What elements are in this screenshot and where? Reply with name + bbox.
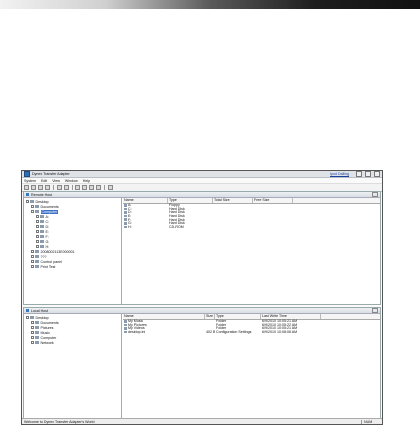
folder-icon bbox=[35, 331, 39, 334]
status-bar bbox=[22, 418, 382, 424]
tree-node-label: E: bbox=[45, 229, 49, 234]
local-panel-title: Local Host bbox=[31, 308, 48, 313]
menu-help[interactable]: Help bbox=[82, 178, 91, 183]
expand-icon[interactable] bbox=[31, 210, 34, 213]
expand-icon[interactable] bbox=[26, 316, 29, 319]
local-folder-tree[interactable] bbox=[24, 314, 122, 418]
cell-text: 6/9/2010 10:05:22 AM bbox=[262, 322, 298, 327]
details-icon[interactable] bbox=[57, 185, 62, 190]
column-type[interactable]: Type bbox=[168, 198, 213, 203]
tree-node-label: H: bbox=[45, 244, 50, 249]
cut-icon[interactable] bbox=[75, 185, 80, 190]
cell-text: Configuration Settings bbox=[216, 330, 252, 335]
folder-icon bbox=[35, 255, 39, 258]
tree-node[interactable] bbox=[26, 264, 119, 269]
cell-text: Floppy bbox=[169, 203, 180, 208]
expand-icon[interactable] bbox=[36, 230, 39, 233]
cell-text: desktop.ini bbox=[128, 330, 146, 335]
expand-icon[interactable] bbox=[31, 321, 34, 324]
view-icon[interactable] bbox=[38, 185, 43, 190]
toolbar-divider bbox=[104, 185, 105, 190]
tree-node-label: Network bbox=[40, 340, 54, 345]
expand-icon[interactable] bbox=[36, 215, 39, 218]
remote-host-panel bbox=[23, 191, 381, 305]
paste-icon[interactable] bbox=[89, 185, 94, 190]
expand-icon[interactable] bbox=[31, 255, 34, 258]
tree-node-label: Documents bbox=[40, 204, 59, 209]
cell-text: A: bbox=[128, 203, 132, 208]
list-cell bbox=[168, 225, 213, 229]
expand-icon[interactable] bbox=[31, 260, 34, 263]
column-total-size[interactable]: Total Size bbox=[213, 198, 253, 203]
folder-icon bbox=[40, 215, 44, 218]
folder-icon bbox=[35, 250, 39, 253]
folder-icon bbox=[30, 200, 34, 203]
remote-folder-tree[interactable] bbox=[24, 198, 122, 304]
title-link[interactable]: Ipod Dailing bbox=[330, 172, 349, 176]
expand-icon[interactable] bbox=[31, 265, 34, 268]
folder-icon bbox=[35, 205, 39, 208]
cell-text: Folder bbox=[216, 319, 227, 324]
app-window bbox=[21, 170, 383, 425]
folder-icon bbox=[35, 265, 39, 268]
cell-text: G: bbox=[128, 221, 132, 226]
cell-text: My Pictures bbox=[128, 322, 147, 327]
disconnect-icon[interactable] bbox=[31, 185, 36, 190]
status-text: Welcome to Dynex Transfer Adapter's World bbox=[24, 419, 95, 424]
cell-text: Hard Disk bbox=[169, 221, 185, 226]
remote-panel-title: Remote Host bbox=[31, 192, 52, 197]
header-band bbox=[0, 0, 420, 9]
list-cell bbox=[123, 225, 168, 229]
cell-text: 6/9/2010 10:08:06 AM bbox=[262, 330, 298, 335]
column-size[interactable]: Size bbox=[206, 314, 213, 318]
close-icon[interactable] bbox=[374, 171, 380, 177]
cell-text: 6/9/2010 10:05:21 AM bbox=[262, 319, 298, 324]
expand-icon[interactable] bbox=[31, 336, 34, 339]
copy-icon[interactable] bbox=[82, 185, 87, 190]
menu-edit[interactable]: Edit bbox=[40, 178, 48, 183]
cell-text: My Music bbox=[128, 319, 144, 324]
local-file-list[interactable] bbox=[123, 314, 380, 418]
tree-node-label: ??? bbox=[40, 254, 47, 259]
column-last-write-time[interactable]: Last Write Time bbox=[261, 314, 321, 319]
cell-text: 402 B bbox=[206, 330, 215, 335]
column-free-size[interactable]: Free Size bbox=[253, 198, 293, 203]
panel-close-icon[interactable] bbox=[372, 308, 378, 313]
tree-node-label: D: bbox=[45, 224, 50, 229]
cell-text: My Videos bbox=[128, 326, 145, 331]
folder-icon bbox=[35, 321, 39, 324]
cell-text: Hard Disk bbox=[169, 217, 185, 222]
folder-icon bbox=[40, 240, 44, 243]
remote-file-list[interactable] bbox=[123, 198, 380, 304]
tree-node[interactable] bbox=[26, 340, 119, 345]
cell-text: Hard Disk bbox=[169, 214, 185, 219]
local-host-icon bbox=[26, 309, 29, 312]
expand-icon[interactable] bbox=[36, 225, 39, 228]
maximize-icon[interactable] bbox=[365, 171, 371, 177]
list-cell bbox=[215, 330, 261, 334]
refresh-icon[interactable] bbox=[64, 185, 69, 190]
cell-text: D: bbox=[128, 210, 132, 215]
menu-system[interactable]: System bbox=[24, 178, 36, 183]
num-lock-indicator: NUM bbox=[361, 420, 380, 424]
folder-icon bbox=[40, 245, 44, 248]
column-type[interactable]: Type bbox=[215, 314, 261, 319]
cell-text: E: bbox=[128, 214, 132, 219]
tree-node-label: C: bbox=[45, 219, 50, 224]
folder-icon bbox=[35, 260, 39, 263]
minimize-icon[interactable] bbox=[356, 171, 362, 177]
toolbar-divider bbox=[53, 185, 54, 190]
tree-node-label: Documents bbox=[40, 320, 59, 325]
cell-text: CD-ROM bbox=[169, 224, 184, 229]
cell-text: Hard Disk bbox=[169, 206, 185, 211]
cell-text: H: bbox=[128, 224, 132, 229]
folder-icon bbox=[35, 336, 39, 339]
list-cell bbox=[205, 330, 215, 334]
expand-icon[interactable] bbox=[26, 200, 29, 203]
panel-close-icon[interactable] bbox=[372, 192, 378, 197]
list-icon[interactable] bbox=[45, 185, 50, 190]
tree-node-label: Computer bbox=[40, 335, 57, 340]
menu-view[interactable]: View bbox=[52, 178, 60, 183]
menu-window[interactable]: Window bbox=[64, 178, 78, 183]
item-icon bbox=[124, 331, 127, 334]
list-row[interactable] bbox=[123, 330, 380, 334]
list-row[interactable] bbox=[123, 225, 380, 229]
tree-node-label: G: bbox=[45, 239, 50, 244]
expand-icon[interactable] bbox=[36, 220, 39, 223]
tree-node-label: Pictures bbox=[40, 325, 54, 330]
expand-icon[interactable] bbox=[36, 245, 39, 248]
cell-text: 6/9/2010 10:05:21 AM bbox=[262, 326, 298, 331]
folder-icon bbox=[30, 316, 34, 319]
tree-node-label: Desktop bbox=[35, 199, 49, 204]
tree-node-label: Control panel bbox=[40, 259, 62, 264]
column-name[interactable]: Name bbox=[123, 198, 168, 203]
item-icon bbox=[124, 226, 127, 229]
expand-icon[interactable] bbox=[31, 341, 34, 344]
list-cell bbox=[123, 330, 205, 334]
tree-node-label: Print Test bbox=[40, 264, 56, 269]
expand-icon[interactable] bbox=[31, 326, 34, 329]
delete-icon[interactable] bbox=[96, 185, 101, 190]
cell-text: F: bbox=[128, 217, 132, 222]
tree-node-label: A: bbox=[45, 214, 49, 219]
title-bar bbox=[22, 171, 382, 178]
local-host-panel bbox=[23, 307, 381, 419]
expand-icon[interactable] bbox=[31, 331, 34, 334]
cell-text: Hard Disk bbox=[169, 210, 185, 215]
tree-node-label: 2008002113E000001 bbox=[40, 249, 75, 254]
cell-text: C: bbox=[128, 206, 132, 211]
up-arrow-icon[interactable] bbox=[108, 185, 113, 190]
folder-icon bbox=[40, 235, 44, 238]
folder-icon bbox=[40, 225, 44, 228]
remote-host-icon bbox=[26, 193, 29, 196]
cell-text: Folder bbox=[216, 322, 227, 327]
folder-icon bbox=[35, 210, 39, 213]
tree-node-label: Computer bbox=[41, 209, 58, 214]
app-icon bbox=[24, 171, 30, 177]
folder-icon bbox=[35, 341, 39, 344]
tree-node-label: F: bbox=[45, 234, 49, 239]
toolbar-divider bbox=[72, 185, 73, 190]
folder-icon bbox=[40, 230, 44, 233]
expand-icon[interactable] bbox=[31, 250, 34, 253]
expand-icon[interactable] bbox=[36, 240, 39, 243]
cell-text: Folder bbox=[216, 326, 227, 331]
window-title: Dynex Transfer Adapter bbox=[32, 172, 70, 176]
expand-icon[interactable] bbox=[31, 205, 34, 208]
list-cell bbox=[261, 330, 321, 334]
folder-icon bbox=[35, 326, 39, 329]
connect-icon[interactable] bbox=[24, 185, 29, 190]
expand-icon[interactable] bbox=[36, 235, 39, 238]
folder-icon bbox=[40, 220, 44, 223]
tree-node-label: Desktop bbox=[35, 315, 49, 320]
column-name[interactable]: Name bbox=[123, 314, 205, 319]
tree-node-label: Music bbox=[40, 330, 50, 335]
